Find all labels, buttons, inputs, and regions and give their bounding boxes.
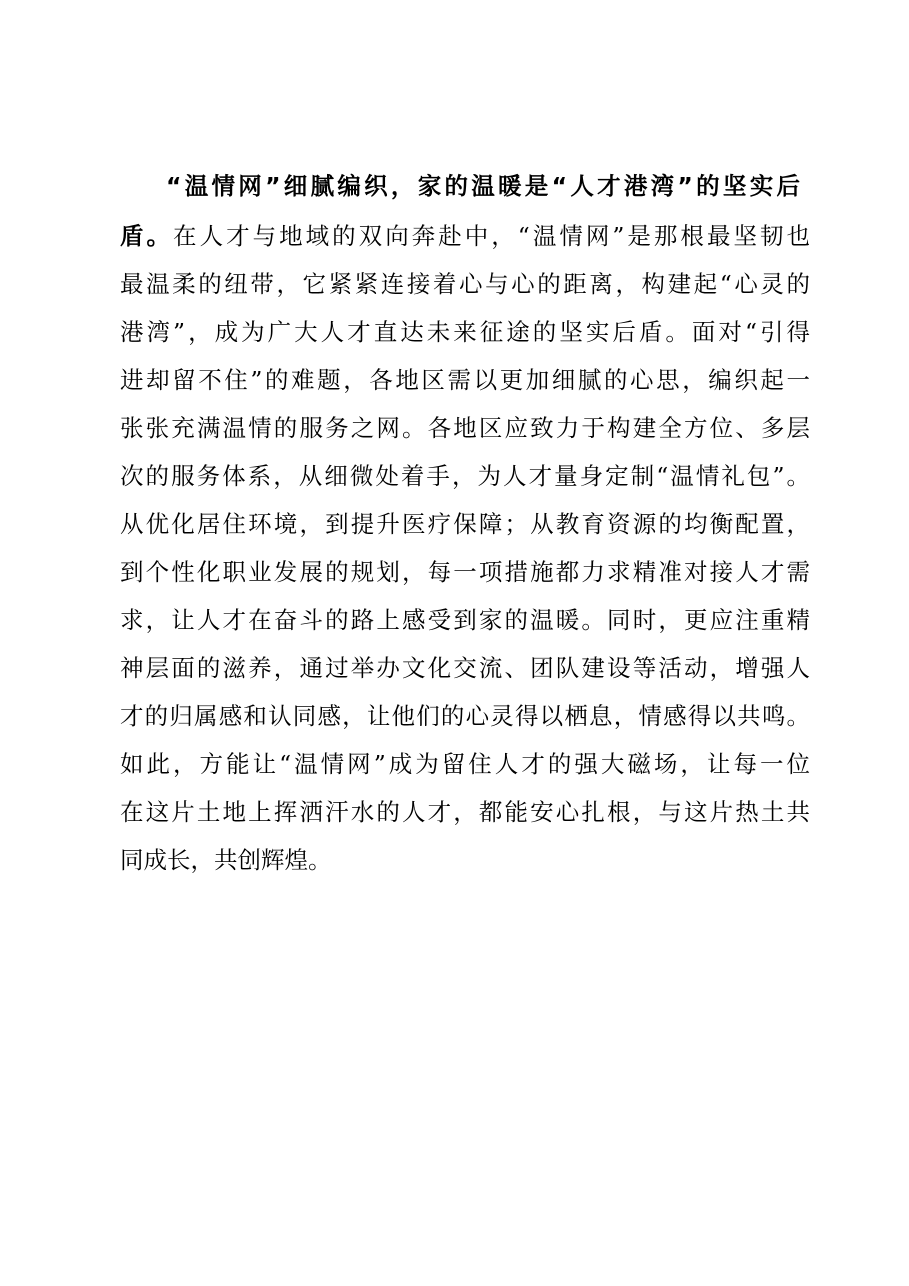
paragraph-line-10: 求，让人才在奋斗的路上感受到家的温暖。同时，更应注重精 xyxy=(120,606,810,634)
paragraph-line-9: 到个性化职业发展的规划，每一项措施都力求精准对接人才需 xyxy=(120,558,810,586)
paragraph-line-6: 张张充满温情的服务之网。各地区应致力于构建全方位、多层 xyxy=(120,414,810,442)
paragraph-line-14: 在这片土地上挥洒汗水的人才，都能安心扎根，与这片热土共 xyxy=(120,798,810,826)
paragraph-line-2 xyxy=(120,216,810,256)
paragraph-line-5: 进却留不住”的难题，各地区需以更加细腻的心思，编织起一 xyxy=(120,366,810,394)
paragraph-heading-line-2: 盾。 xyxy=(120,222,174,250)
paragraph-text: 在人才与地域的双向奔赴中，“温情网”是那根最坚韧也 xyxy=(173,222,811,250)
paragraph-heading-line-1: “温情网”细腻编织，家的温暖是“人才港湾”的坚实后 xyxy=(166,172,800,200)
paragraph-line-4: 港湾”，成为广大人才直达未来征途的坚实后盾。面对“引得 xyxy=(120,318,810,346)
paragraph-line-11: 神层面的滋养，通过举办文化交流、团队建设等活动，增强人 xyxy=(120,654,810,682)
paragraph-line-8: 从优化居住环境，到提升医疗保障；从教育资源的均衡配置， xyxy=(120,510,810,538)
paragraph-line-7: 次的服务体系，从细微处着手，为人才量身定制“温情礼包”。 xyxy=(120,462,810,490)
paragraph-line-13: 如此，方能让“温情网”成为留住人才的强大磁场，让每一位 xyxy=(120,750,810,778)
paragraph-line-15: 同成长，共创辉煌。 xyxy=(120,846,332,874)
paragraph-line-3: 最温柔的纽带，它紧紧连接着心与心的距离，构建起“心灵的 xyxy=(120,270,810,298)
paragraph-line-12: 才的归属感和认同感，让他们的心灵得以栖息，情感得以共鸣。 xyxy=(120,702,810,730)
